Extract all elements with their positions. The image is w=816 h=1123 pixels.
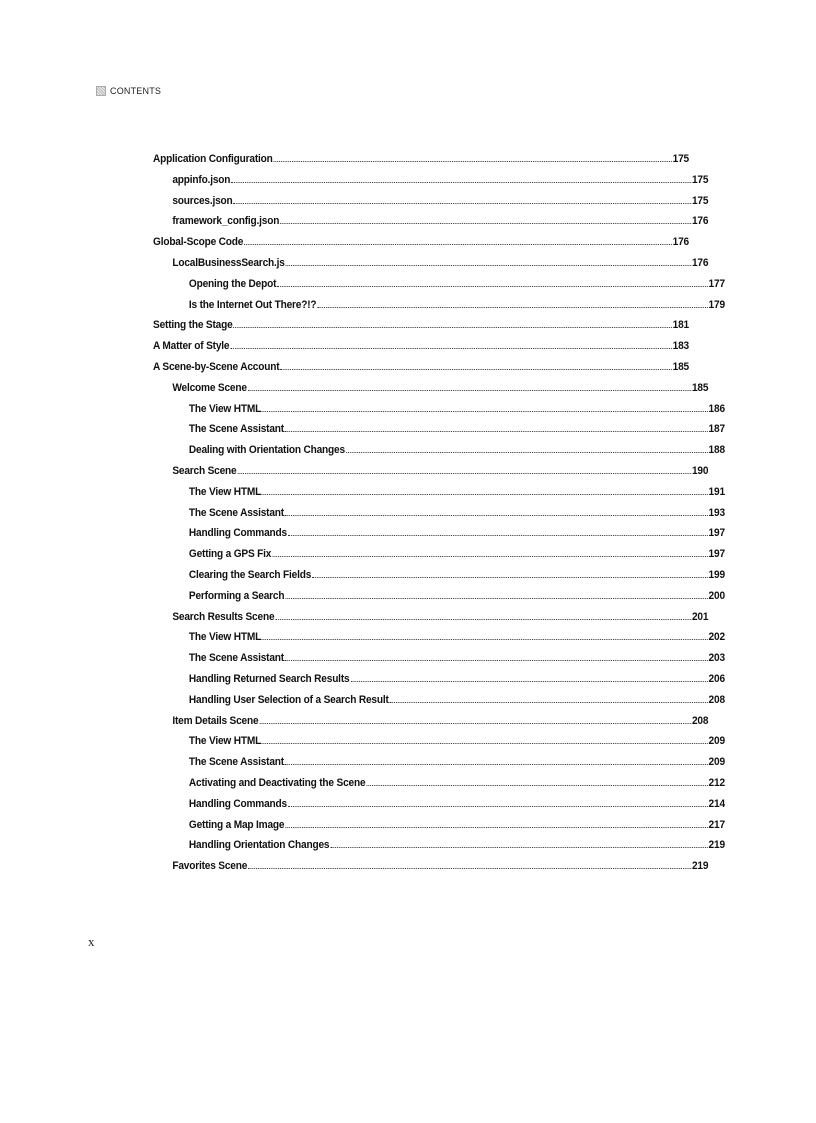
toc-entry[interactable] <box>153 860 708 881</box>
dot-leader <box>346 452 708 453</box>
toc-entry[interactable] <box>153 319 689 340</box>
toc-entry-page: 187 <box>708 423 725 436</box>
toc-entry-page: 219 <box>691 860 709 873</box>
toc-entry[interactable] <box>153 652 725 673</box>
contents-marker-icon <box>96 86 106 96</box>
toc-entry-title: Global-Scope Code <box>153 236 244 249</box>
toc-entry[interactable] <box>153 153 689 174</box>
toc-entry-title: The View HTML <box>188 631 262 644</box>
toc-entry-title: Getting a GPS Fix <box>188 548 272 561</box>
toc-entry[interactable] <box>153 215 708 236</box>
toc-entry-title: Welcome Scene <box>172 381 247 394</box>
toc-entry-title: A Scene-by-Scene Account <box>153 360 280 373</box>
toc-entry-title: The Scene Assistant <box>188 506 284 519</box>
dot-leader <box>288 806 708 807</box>
dot-leader <box>285 515 708 516</box>
dot-leader <box>248 868 691 869</box>
toc-entry[interactable] <box>153 507 725 528</box>
dot-leader <box>285 764 708 765</box>
toc-entry-page: 181 <box>672 319 690 332</box>
toc-entry-title: Clearing the Search Fields <box>188 568 312 581</box>
toc-entry-title: LocalBusinessSearch.js <box>172 256 285 269</box>
toc-entry[interactable] <box>153 590 725 611</box>
toc-entry-page: 185 <box>691 381 709 394</box>
toc-entry[interactable] <box>153 694 725 715</box>
toc-entry[interactable] <box>153 527 725 548</box>
dot-leader <box>280 369 671 370</box>
toc-entry-page: 199 <box>708 568 725 581</box>
toc-entry[interactable] <box>153 486 725 507</box>
toc-entry-page: 183 <box>672 340 690 353</box>
table-of-contents <box>153 153 725 881</box>
toc-entry-title: appinfo.json <box>172 173 231 186</box>
toc-entry[interactable] <box>153 756 725 777</box>
dot-leader <box>366 785 707 786</box>
dot-leader <box>262 494 708 495</box>
dot-leader <box>277 286 707 287</box>
dot-leader <box>288 535 708 536</box>
toc-entry-page: 190 <box>691 464 709 477</box>
toc-entry[interactable] <box>153 611 708 632</box>
toc-entry-title: Application Configuration <box>153 153 273 165</box>
toc-entry-page: 212 <box>708 776 725 789</box>
toc-entry-title: Setting the Stage <box>153 319 233 332</box>
toc-entry-title: Handling Orientation Changes <box>188 839 330 852</box>
toc-entry-page: 186 <box>708 402 725 415</box>
dot-leader <box>262 639 708 640</box>
toc-entry[interactable] <box>153 735 725 756</box>
toc-entry-page: 176 <box>691 256 709 269</box>
toc-entry[interactable] <box>153 673 725 694</box>
dot-leader <box>237 473 691 474</box>
toc-entry-page: 175 <box>691 194 709 207</box>
toc-entry[interactable] <box>153 174 708 195</box>
dot-leader <box>259 723 691 724</box>
toc-entry-title: The View HTML <box>188 485 262 498</box>
dot-leader <box>330 847 707 848</box>
dot-leader <box>231 182 691 183</box>
toc-entry[interactable] <box>153 236 689 257</box>
toc-entry[interactable] <box>153 361 689 382</box>
dot-leader <box>244 244 672 245</box>
toc-entry-page: 201 <box>691 610 709 623</box>
toc-entry[interactable] <box>153 278 725 299</box>
dot-leader <box>275 619 691 620</box>
toc-entry[interactable] <box>153 569 725 590</box>
toc-entry-page: 175 <box>672 153 690 165</box>
toc-entry-title: Is the Internet Out There?!? <box>188 298 317 311</box>
dot-leader <box>233 203 691 204</box>
dot-leader <box>230 348 671 349</box>
dot-leader <box>312 577 707 578</box>
toc-entry-title: A Matter of Style <box>153 340 230 353</box>
toc-entry-page: 176 <box>691 215 709 228</box>
toc-entry-title: Opening the Depot <box>188 277 277 290</box>
toc-entry-title: Search Results Scene <box>172 610 275 623</box>
toc-entry[interactable] <box>153 777 725 798</box>
dot-leader <box>317 307 707 308</box>
dot-leader <box>285 660 708 661</box>
running-header <box>96 86 161 96</box>
toc-entry-page: 193 <box>708 506 725 519</box>
toc-entry-title: Handling Commands <box>188 527 287 540</box>
toc-entry-title: Handling Commands <box>188 797 287 810</box>
toc-entry-page: 217 <box>708 818 725 831</box>
toc-entry-page: 219 <box>708 839 725 852</box>
dot-leader <box>248 390 691 391</box>
toc-entry-title: Favorites Scene <box>172 860 248 873</box>
toc-entry[interactable] <box>153 423 725 444</box>
toc-entry-title: framework_config.json <box>172 215 280 228</box>
toc-entry-title: Handling Returned Search Results <box>188 672 350 685</box>
toc-entry-title: Getting a Map Image <box>188 818 285 831</box>
dot-leader <box>274 161 672 162</box>
toc-entry-title: Item Details Scene <box>172 714 259 727</box>
toc-entry-title: The Scene Assistant <box>188 652 284 665</box>
dot-leader <box>262 411 708 412</box>
toc-entry[interactable] <box>153 631 725 652</box>
toc-entry[interactable] <box>153 715 708 736</box>
toc-entry-title: The Scene Assistant <box>188 756 284 769</box>
toc-entry-title: The View HTML <box>188 402 262 415</box>
toc-entry-page: 206 <box>708 672 725 685</box>
dot-leader <box>286 265 691 266</box>
toc-entry[interactable] <box>153 299 725 320</box>
toc-entry-page: 176 <box>672 236 690 249</box>
running-header-label: CONTENTS <box>110 86 162 96</box>
dot-leader <box>285 598 707 599</box>
toc-entry[interactable] <box>153 548 725 569</box>
page-number: x <box>88 934 95 949</box>
toc-entry-title: Performing a Search <box>188 589 285 602</box>
toc-entry-page: 197 <box>708 548 725 561</box>
toc-entry-page: 203 <box>708 652 725 665</box>
toc-entry-page: 208 <box>708 693 725 706</box>
toc-entry-page: 209 <box>708 735 725 748</box>
dot-leader <box>350 681 707 682</box>
toc-entry-page: 197 <box>708 527 725 540</box>
toc-entry-title: Activating and Deactivating the Scene <box>188 776 366 789</box>
toc-entry-page: 209 <box>708 756 725 769</box>
toc-entry-page: 185 <box>672 360 690 373</box>
toc-entry-page: 208 <box>691 714 709 727</box>
toc-entry[interactable] <box>153 444 725 465</box>
toc-entry-page: 188 <box>708 444 725 457</box>
toc-entry-page: 179 <box>708 298 725 311</box>
toc-entry-title: The View HTML <box>188 735 262 748</box>
toc-entry-title: sources.json <box>172 194 233 207</box>
toc-entry[interactable] <box>153 340 689 361</box>
dot-leader <box>285 827 707 828</box>
toc-entry-title: Search Scene <box>172 464 237 477</box>
toc-entry[interactable] <box>153 257 708 278</box>
toc-entry[interactable] <box>153 403 725 424</box>
toc-entry-page: 175 <box>691 173 709 186</box>
toc-entry-title: Handling User Selection of a Search Result <box>188 693 389 706</box>
toc-entry-page: 177 <box>708 277 725 290</box>
toc-entry-title: The Scene Assistant <box>188 423 284 436</box>
toc-entry[interactable] <box>153 839 725 860</box>
toc-entry[interactable] <box>153 382 708 403</box>
dot-leader <box>233 327 671 328</box>
toc-entry[interactable] <box>153 798 725 819</box>
dot-leader <box>390 702 708 703</box>
dot-leader <box>285 431 708 432</box>
toc-entry-title: Dealing with Orientation Changes <box>188 444 345 457</box>
dot-leader <box>262 743 708 744</box>
toc-entry-page: 200 <box>708 589 725 602</box>
dot-leader <box>280 223 691 224</box>
toc-entry-page: 202 <box>708 631 725 644</box>
toc-entry-page: 214 <box>708 797 725 810</box>
toc-entry[interactable] <box>153 819 725 840</box>
dot-leader <box>272 556 707 557</box>
toc-entry-page: 191 <box>708 485 725 498</box>
toc-entry[interactable] <box>153 195 708 216</box>
toc-entry[interactable] <box>153 465 708 486</box>
